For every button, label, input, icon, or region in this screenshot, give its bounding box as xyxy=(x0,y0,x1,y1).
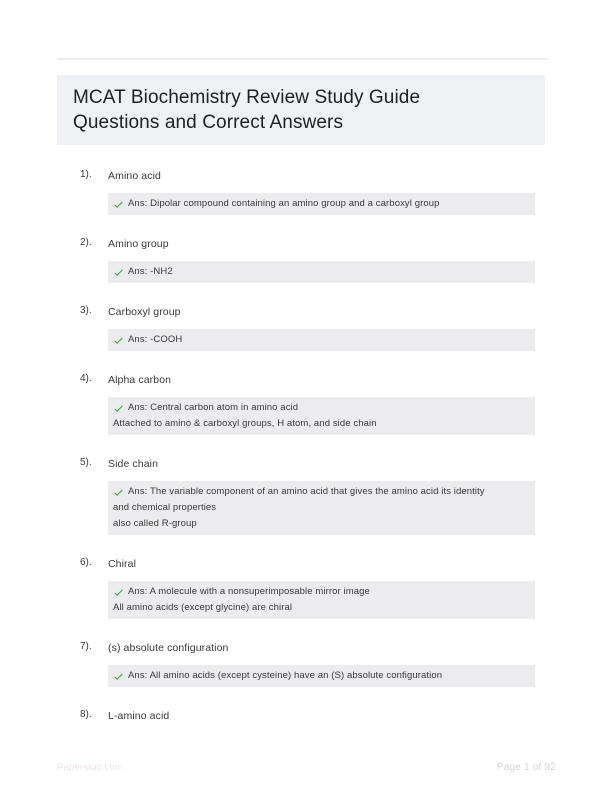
question-number: 5). xyxy=(80,457,92,468)
question-number: 7). xyxy=(80,641,92,652)
check-icon xyxy=(113,587,124,598)
qa-item xyxy=(0,306,606,351)
qa-item xyxy=(0,710,606,733)
answer-line xyxy=(113,584,529,600)
answer-text: All amino acids (except glycine) are chiral xyxy=(113,602,293,613)
qa-item xyxy=(0,374,606,435)
answer-box xyxy=(108,193,535,215)
answer-line xyxy=(113,400,529,416)
question-text: L-amino acid xyxy=(108,710,170,722)
check-icon xyxy=(113,199,124,210)
question-text: Chiral xyxy=(108,558,137,570)
check-icon xyxy=(113,671,124,682)
answer-text: Ans: A molecule with a nonsuperimposable mirror image xyxy=(128,586,370,597)
answer-box xyxy=(108,665,535,687)
question-number: 6). xyxy=(80,557,92,568)
qa-list xyxy=(0,170,606,756)
check-icon xyxy=(113,487,124,498)
answer-line xyxy=(113,516,529,532)
qa-item xyxy=(0,238,606,283)
page-footer xyxy=(57,762,556,773)
answer-text: Ans: -COOH xyxy=(128,334,183,345)
answer-text: also called R-group xyxy=(113,518,197,529)
question-number: 4). xyxy=(80,373,92,384)
question-text: Carboxyl group xyxy=(108,306,181,318)
answer-line xyxy=(113,332,529,348)
answer-box xyxy=(108,581,535,619)
answer-line xyxy=(113,484,529,500)
answer-text: Ans: Dipolar compound containing an amino group and a carboxyl group xyxy=(128,198,440,209)
page-title xyxy=(57,75,545,145)
answer-text: and chemical properties xyxy=(113,502,217,513)
qa-item xyxy=(0,458,606,535)
question-number: 3). xyxy=(80,305,92,316)
qa-item xyxy=(0,170,606,215)
answer-box xyxy=(108,481,535,535)
answer-text: Ans: The variable component of an amino acid that gives the amino acid its identity xyxy=(128,486,485,497)
question-text: Side chain xyxy=(108,458,159,470)
qa-item xyxy=(0,558,606,619)
answer-text: Ans: All amino acids (except cysteine) have an (S) absolute configuration xyxy=(128,670,443,681)
check-icon xyxy=(113,403,124,414)
page-title-line: Questions and Correct Answers xyxy=(73,112,344,133)
qa-item xyxy=(0,642,606,687)
question-text: Alpha carbon xyxy=(108,374,172,386)
answer-text: Attached to amino & carboxyl groups, H atom, and side chain xyxy=(113,418,377,429)
header-divider xyxy=(57,58,548,60)
answer-box xyxy=(108,261,535,283)
answer-line xyxy=(113,600,529,616)
answer-text: Ans: -NH2 xyxy=(128,266,173,277)
page-number-indicator: Page 1 of 92 xyxy=(496,762,556,773)
answer-box xyxy=(108,329,535,351)
watermark-text: Paperstoc.com xyxy=(57,762,123,773)
question-number: 1). xyxy=(80,169,92,180)
question-text: (s) absolute configuration xyxy=(108,642,229,654)
answer-text: Ans: Central carbon atom in amino acid xyxy=(128,402,299,413)
answer-line xyxy=(113,264,529,280)
answer-line xyxy=(113,196,529,212)
answer-line xyxy=(113,668,529,684)
check-icon xyxy=(113,267,124,278)
question-text: Amino group xyxy=(108,238,169,250)
answer-box xyxy=(108,397,535,435)
question-text: Amino acid xyxy=(108,170,161,182)
question-number: 8). xyxy=(80,709,92,720)
check-icon xyxy=(113,335,124,346)
answer-line xyxy=(113,500,529,516)
answer-line xyxy=(113,416,529,432)
page-title-line: MCAT Biochemistry Review Study Guide xyxy=(73,87,421,108)
question-number: 2). xyxy=(80,237,92,248)
